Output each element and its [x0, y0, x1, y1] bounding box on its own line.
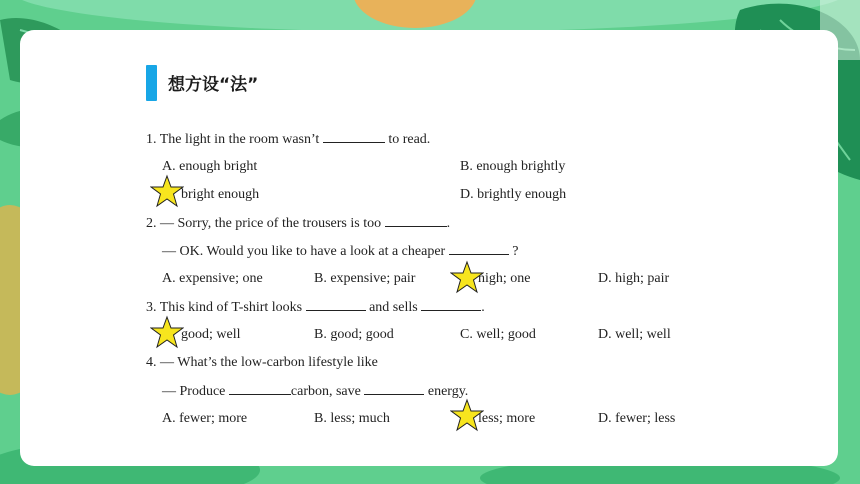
option-2d: D. high; pair	[598, 271, 670, 286]
slide-title: 想方设“法”	[168, 75, 259, 95]
answer-blank	[449, 243, 509, 255]
answer-blank	[385, 215, 447, 227]
option-3b: B. good; good	[314, 327, 394, 342]
option-3d: D. well; well	[598, 327, 671, 342]
option-1c: bright enough	[181, 187, 260, 202]
question-2-stem-2: — OK. Would you like to have a look at a cheaper ?	[162, 244, 519, 259]
answer-blank	[421, 299, 481, 311]
answer-blank	[229, 383, 291, 395]
question-3-stem: 3. This kind of T-shirt looks and sells .	[146, 300, 485, 315]
option-1a: A. enough bright	[162, 159, 258, 174]
option-3a: good; well	[181, 327, 241, 342]
option-2b: B. expensive; pair	[314, 271, 416, 286]
star-icon	[150, 174, 184, 208]
option-1d: D. brightly enough	[460, 187, 567, 202]
question-1-stem: 1. The light in the room wasn’t to read.	[146, 132, 431, 147]
option-2c: high; one	[478, 271, 531, 286]
option-4c: less; more	[478, 411, 536, 426]
answer-blank	[323, 131, 385, 143]
option-3c: C. well; good	[460, 327, 536, 342]
question-4-stem-1: 4. — What’s the low-carbon lifestyle like	[146, 355, 378, 370]
answer-blank	[306, 299, 366, 311]
option-4d: D. fewer; less	[598, 411, 676, 426]
star-icon	[150, 315, 184, 349]
option-4a: A. fewer; more	[162, 411, 248, 426]
question-2-stem-1: 2. — Sorry, the price of the trousers is too .	[146, 216, 451, 231]
option-4b: B. less; much	[314, 411, 390, 426]
star-icon	[450, 260, 484, 294]
star-icon	[450, 398, 484, 432]
question-4-stem-2: — Produce carbon, save energy.	[162, 384, 469, 399]
option-2a: A. expensive; one	[162, 271, 263, 286]
answer-blank	[364, 383, 424, 395]
title-accent-bar	[146, 65, 157, 101]
option-1b: B. enough brightly	[460, 159, 566, 174]
